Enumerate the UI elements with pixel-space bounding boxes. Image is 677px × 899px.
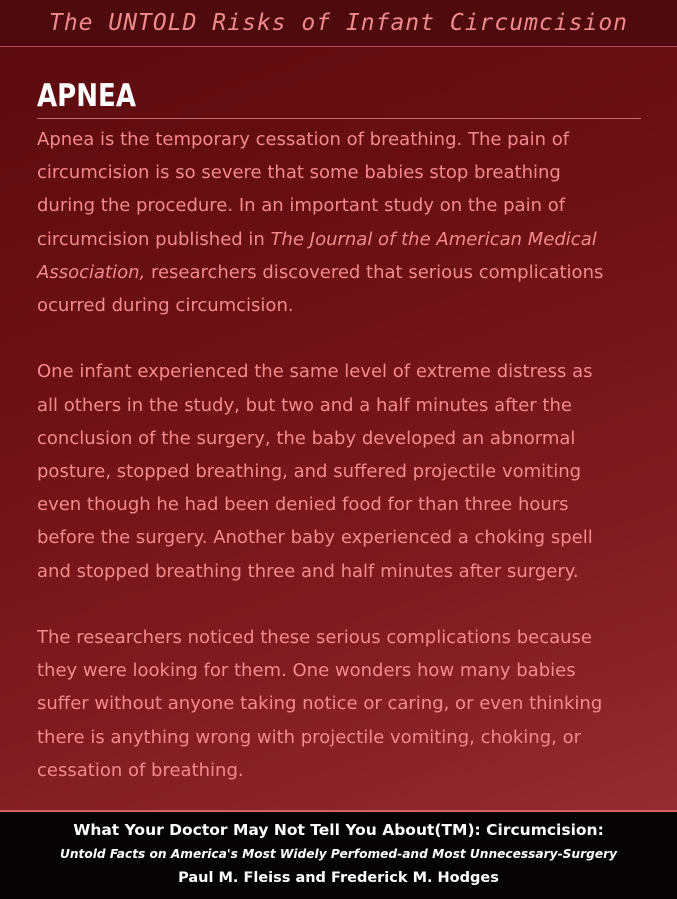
paragraph-2 [37,355,649,587]
book-citation-footer [0,810,677,899]
text-fragment: researchers discovered that serious complications [145,261,604,283]
book-subtitle: Untold Facts on America's Most Widely Perfomed-and Most Unnecessary-Surgery [59,847,618,861]
text-line: they were looking for them. One wonders how many babies [37,660,576,682]
text-line: before the surgery. Another baby experienced a choking spell [37,527,593,549]
text-line: suffer without anyone taking notice or caring, or even thinking [37,693,603,715]
text-line [37,223,649,256]
text-line: during the procedure. In an important study on the pain of [37,195,566,217]
paragraph-1 [37,123,649,322]
journal-name-end: Association, [37,261,146,283]
article-body [37,123,649,820]
banner-title: The UNTOLD Risks of Infant Circumcision [48,10,629,36]
book-authors: Paul M. Fleiss and Frederick M. Hodges [178,870,499,886]
text-line: and stopped breathing three and half minutes after surgery. [37,560,579,582]
top-banner [0,0,677,47]
text-line: even though he had been denied food for than three hours [37,494,569,516]
text-line [37,256,649,289]
text-line: cessation of breathing. [37,759,244,781]
text-line: posture, stopped breathing, and suffered projectile vomiting [37,461,582,483]
text-line: conclusion of the surgery, the baby developed an abnormal [37,427,576,449]
text-line: One infant experienced the same level of extreme distress as [37,361,593,383]
text-line: circumcision is so severe that some babies stop breathing [37,162,561,184]
paragraph-3 [37,621,649,787]
text-line: all others in the study, but two and a half minutes after the [37,394,572,416]
book-title: What Your Doctor May Not Tell You About(TM): Circumcision: [73,821,604,839]
text-line: The researchers noticed these serious complications because [37,627,592,649]
text-line: there is anything wrong with projectile vomiting, choking, or [37,726,581,748]
section-heading: APNEA [37,78,136,114]
heading-divider [37,118,641,119]
journal-name: The Journal of the American Medical [270,228,597,250]
text-fragment: circumcision published in [37,228,271,250]
text-line: ocurred during circumcision. [37,295,294,317]
text-line: Apnea is the temporary cessation of breathing. The pain of [37,129,570,150]
